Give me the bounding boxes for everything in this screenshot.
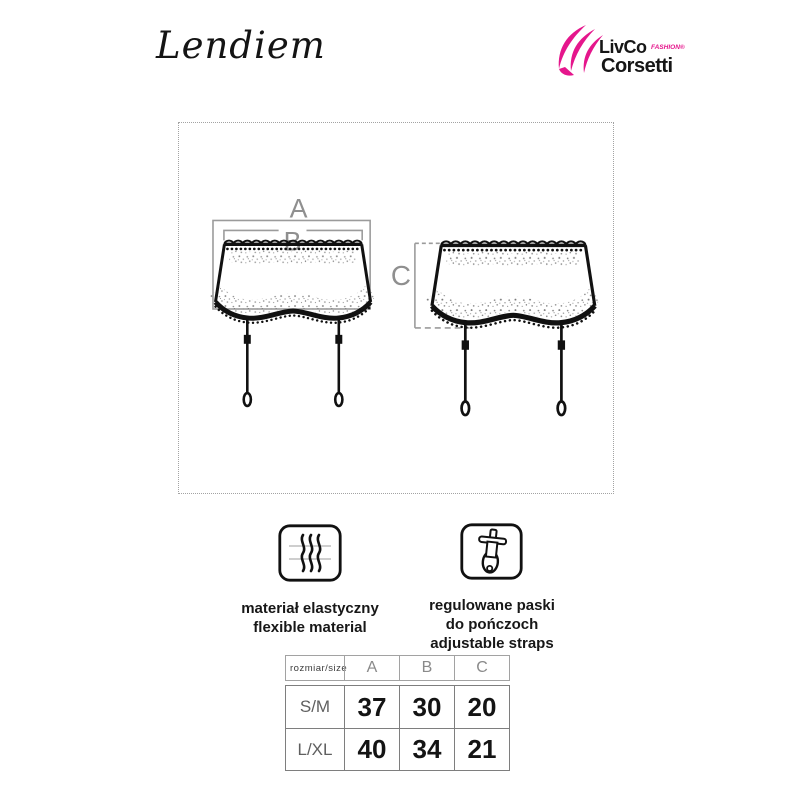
caption-line: adjustable straps [430, 635, 554, 652]
logo-wing-icon [559, 25, 603, 76]
size-value: 20 [454, 686, 509, 728]
size-table-col-c: C [454, 656, 509, 680]
elastic-material-icon [278, 524, 342, 582]
size-table [285, 655, 510, 771]
adjustable-straps-icon [460, 523, 523, 580]
garment-front-drawing [215, 241, 370, 406]
caption-line: materiał elastyczny [241, 600, 379, 617]
logo-fashion-text: FASHION® [651, 44, 685, 51]
logo-livco-text: LivCo [599, 37, 647, 57]
size-value: 40 [344, 728, 399, 770]
size-table-header [285, 655, 510, 681]
size-diagram [179, 123, 613, 493]
size-table-body [285, 685, 510, 771]
size-row-label: L/XL [286, 728, 344, 770]
caption-line: flexible material [253, 619, 367, 636]
size-diagram-box [178, 122, 614, 494]
size-value: 34 [399, 728, 454, 770]
product-name: Lendiem [156, 24, 326, 67]
dim-label-c: C [390, 260, 412, 292]
caption-line: regulowane paski [429, 597, 555, 614]
dim-label-a: A [289, 193, 308, 224]
caption-line: do pończoch [445, 616, 539, 633]
feature-elastic-caption [222, 599, 398, 637]
size-table-header-label: rozmiar/size [290, 662, 348, 674]
size-table-col-a: A [344, 656, 399, 680]
feature-straps-caption [404, 596, 580, 653]
brand-logo [552, 22, 702, 80]
size-table-col-b: B [399, 656, 454, 680]
size-value: 37 [344, 686, 399, 728]
size-row-label: S/M [299, 697, 331, 716]
size-value: 30 [399, 686, 454, 728]
size-value: 21 [454, 728, 509, 770]
logo-corsetti-text: Corsetti [601, 55, 673, 77]
